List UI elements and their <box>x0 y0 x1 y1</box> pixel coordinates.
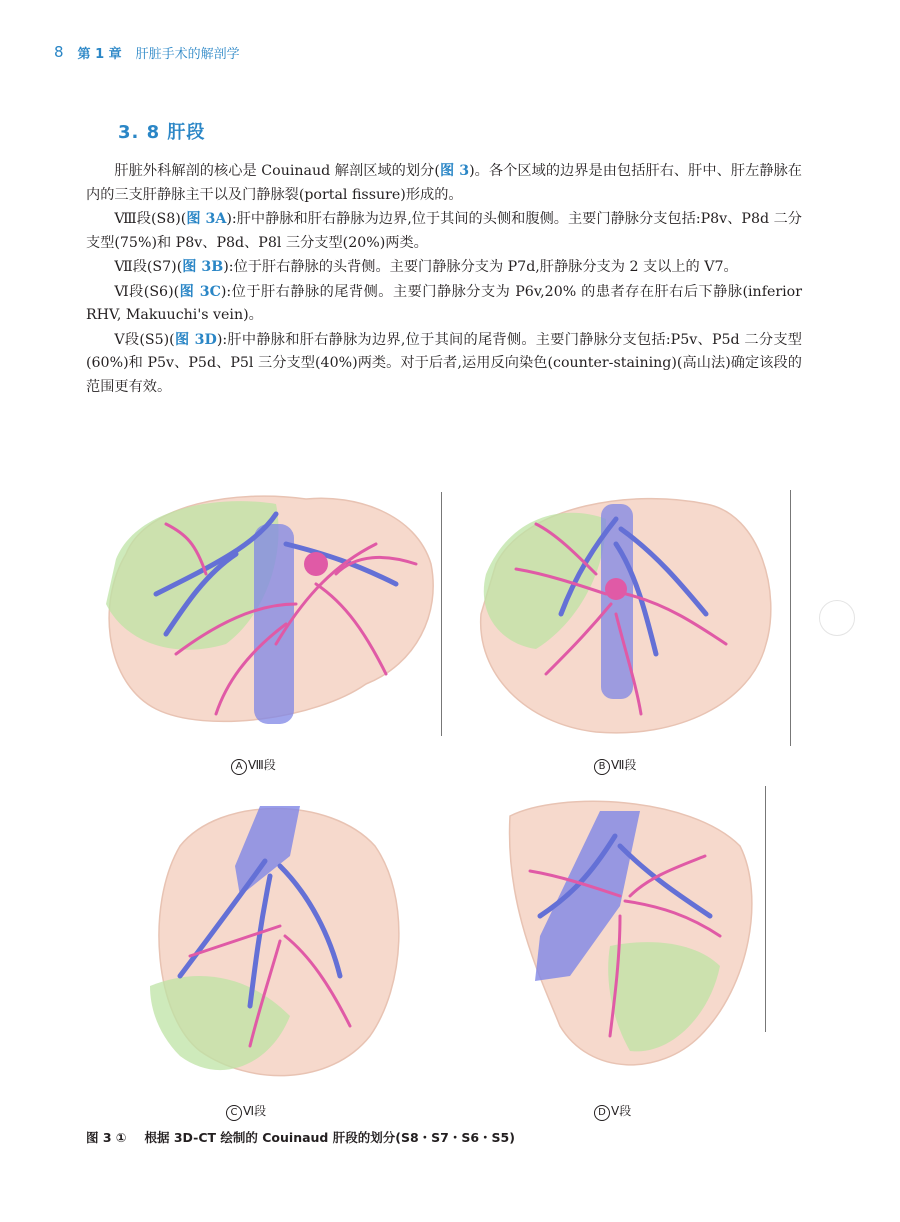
panel-label-text: Ⅷ段 <box>248 758 276 772</box>
liver-3d-render-a <box>86 484 456 746</box>
paragraph-text: Ⅷ段(S8)( <box>114 211 187 227</box>
liver-3d-render-d <box>490 786 780 1098</box>
figure-panel-a <box>86 484 456 772</box>
panel-letter: C <box>226 1105 242 1121</box>
chapter-number: 第 1 章 <box>77 46 122 62</box>
segment-5-region <box>608 942 720 1051</box>
panel-label-d <box>594 1102 631 1121</box>
paragraph-text: Ⅶ段(S7)( <box>114 259 183 275</box>
paragraph-text: Ⅴ段(S5)( <box>114 331 175 348</box>
paragraph-text: )。各个区域的边界是由包括肝右、肝中、肝左静脉在内的三支肝静脉主干以及门静脉裂(portal fissure)形成的。 <box>86 163 802 203</box>
page-number: 8 <box>54 43 64 61</box>
figure-ref-link[interactable]: 图 3D <box>174 331 217 348</box>
panel-label-c <box>226 1102 266 1121</box>
paragraph-text: 肝脏外科解剖的核心是 Couinaud 解剖区域的划分( <box>114 163 440 179</box>
panel-label-b <box>594 756 636 775</box>
liver-3d-render-b <box>466 484 796 746</box>
scale-bar <box>790 490 791 746</box>
figure-number: 图 3 ① <box>86 1130 127 1145</box>
panel-letter: B <box>594 759 610 775</box>
figure-panel-c <box>140 786 410 1118</box>
panel-letter: D <box>594 1105 610 1121</box>
paragraph-s8 <box>86 208 802 255</box>
scale-bar <box>441 492 442 736</box>
paragraph-text: Ⅵ段(S6)( <box>114 283 180 300</box>
panel-label-text: Ⅶ段 <box>611 758 637 772</box>
section-title: 3. 8 肝段 <box>118 122 206 143</box>
chapter-title: 肝脏手术的解剖学 <box>135 46 240 62</box>
portal-bifurcation <box>304 552 328 576</box>
running-head <box>54 40 240 64</box>
portal-bifurcation <box>605 578 627 600</box>
panel-label-a <box>231 756 276 775</box>
paragraph-text: ):肝中静脉和肝右静脉为边界,位于其间的尾背侧。主要门静脉分支包括:P5v、P5d 二分支型(60%)和 P5v、P5d、P5l 三分支型(40%)两类。对于后者,运用反向染色(counter-staining)(高山法)确定该段的范围更有效。 <box>86 331 802 395</box>
paragraph-s5 <box>86 329 802 400</box>
body-text <box>86 160 802 400</box>
panel-label-text: Ⅵ段 <box>243 1104 267 1118</box>
watermark-icon <box>819 600 855 636</box>
figure-ref-link[interactable]: 图 3C <box>179 283 221 300</box>
figure-ref-link[interactable]: 图 3B <box>182 259 224 275</box>
panel-label-text: Ⅴ段 <box>611 1104 632 1118</box>
figure-panel-d <box>490 786 780 1118</box>
caption-text: 根据 3D-CT 绘制的 Couinaud 肝段的划分(S8・S7・S6・S5) <box>144 1130 515 1145</box>
figure-ref-link[interactable]: 图 3A <box>186 211 227 227</box>
scale-bar <box>765 786 766 1032</box>
figure-caption <box>86 1128 515 1146</box>
paragraph-intro <box>86 160 802 207</box>
paragraph-text: ):位于肝右静脉的头背侧。主要门静脉分支为 P7d,肝静脉分支为 2 支以上的 V7。 <box>223 259 738 275</box>
paragraph-s6 <box>86 281 802 328</box>
figure-panel-b <box>466 484 796 772</box>
paragraph-s7 <box>86 256 802 280</box>
liver-3d-render-c <box>140 786 410 1098</box>
panel-letter: A <box>231 759 247 775</box>
figure-ref-link[interactable]: 图 3 <box>439 163 470 179</box>
paragraph-text: ):位于肝右静脉的尾背侧。主要门静脉分支为 P6v,20% 的患者存在肝右后下静脉(inferior RHV, Makuuchi's vein)。 <box>86 283 802 323</box>
paragraph-text: ):肝中静脉和肝右静脉为边界,位于其间的头侧和腹侧。主要门静脉分支包括:P8v、P8d 二分支型(75%)和 P8v、P8d、P8l 三分支型(20%)两类。 <box>86 211 802 251</box>
